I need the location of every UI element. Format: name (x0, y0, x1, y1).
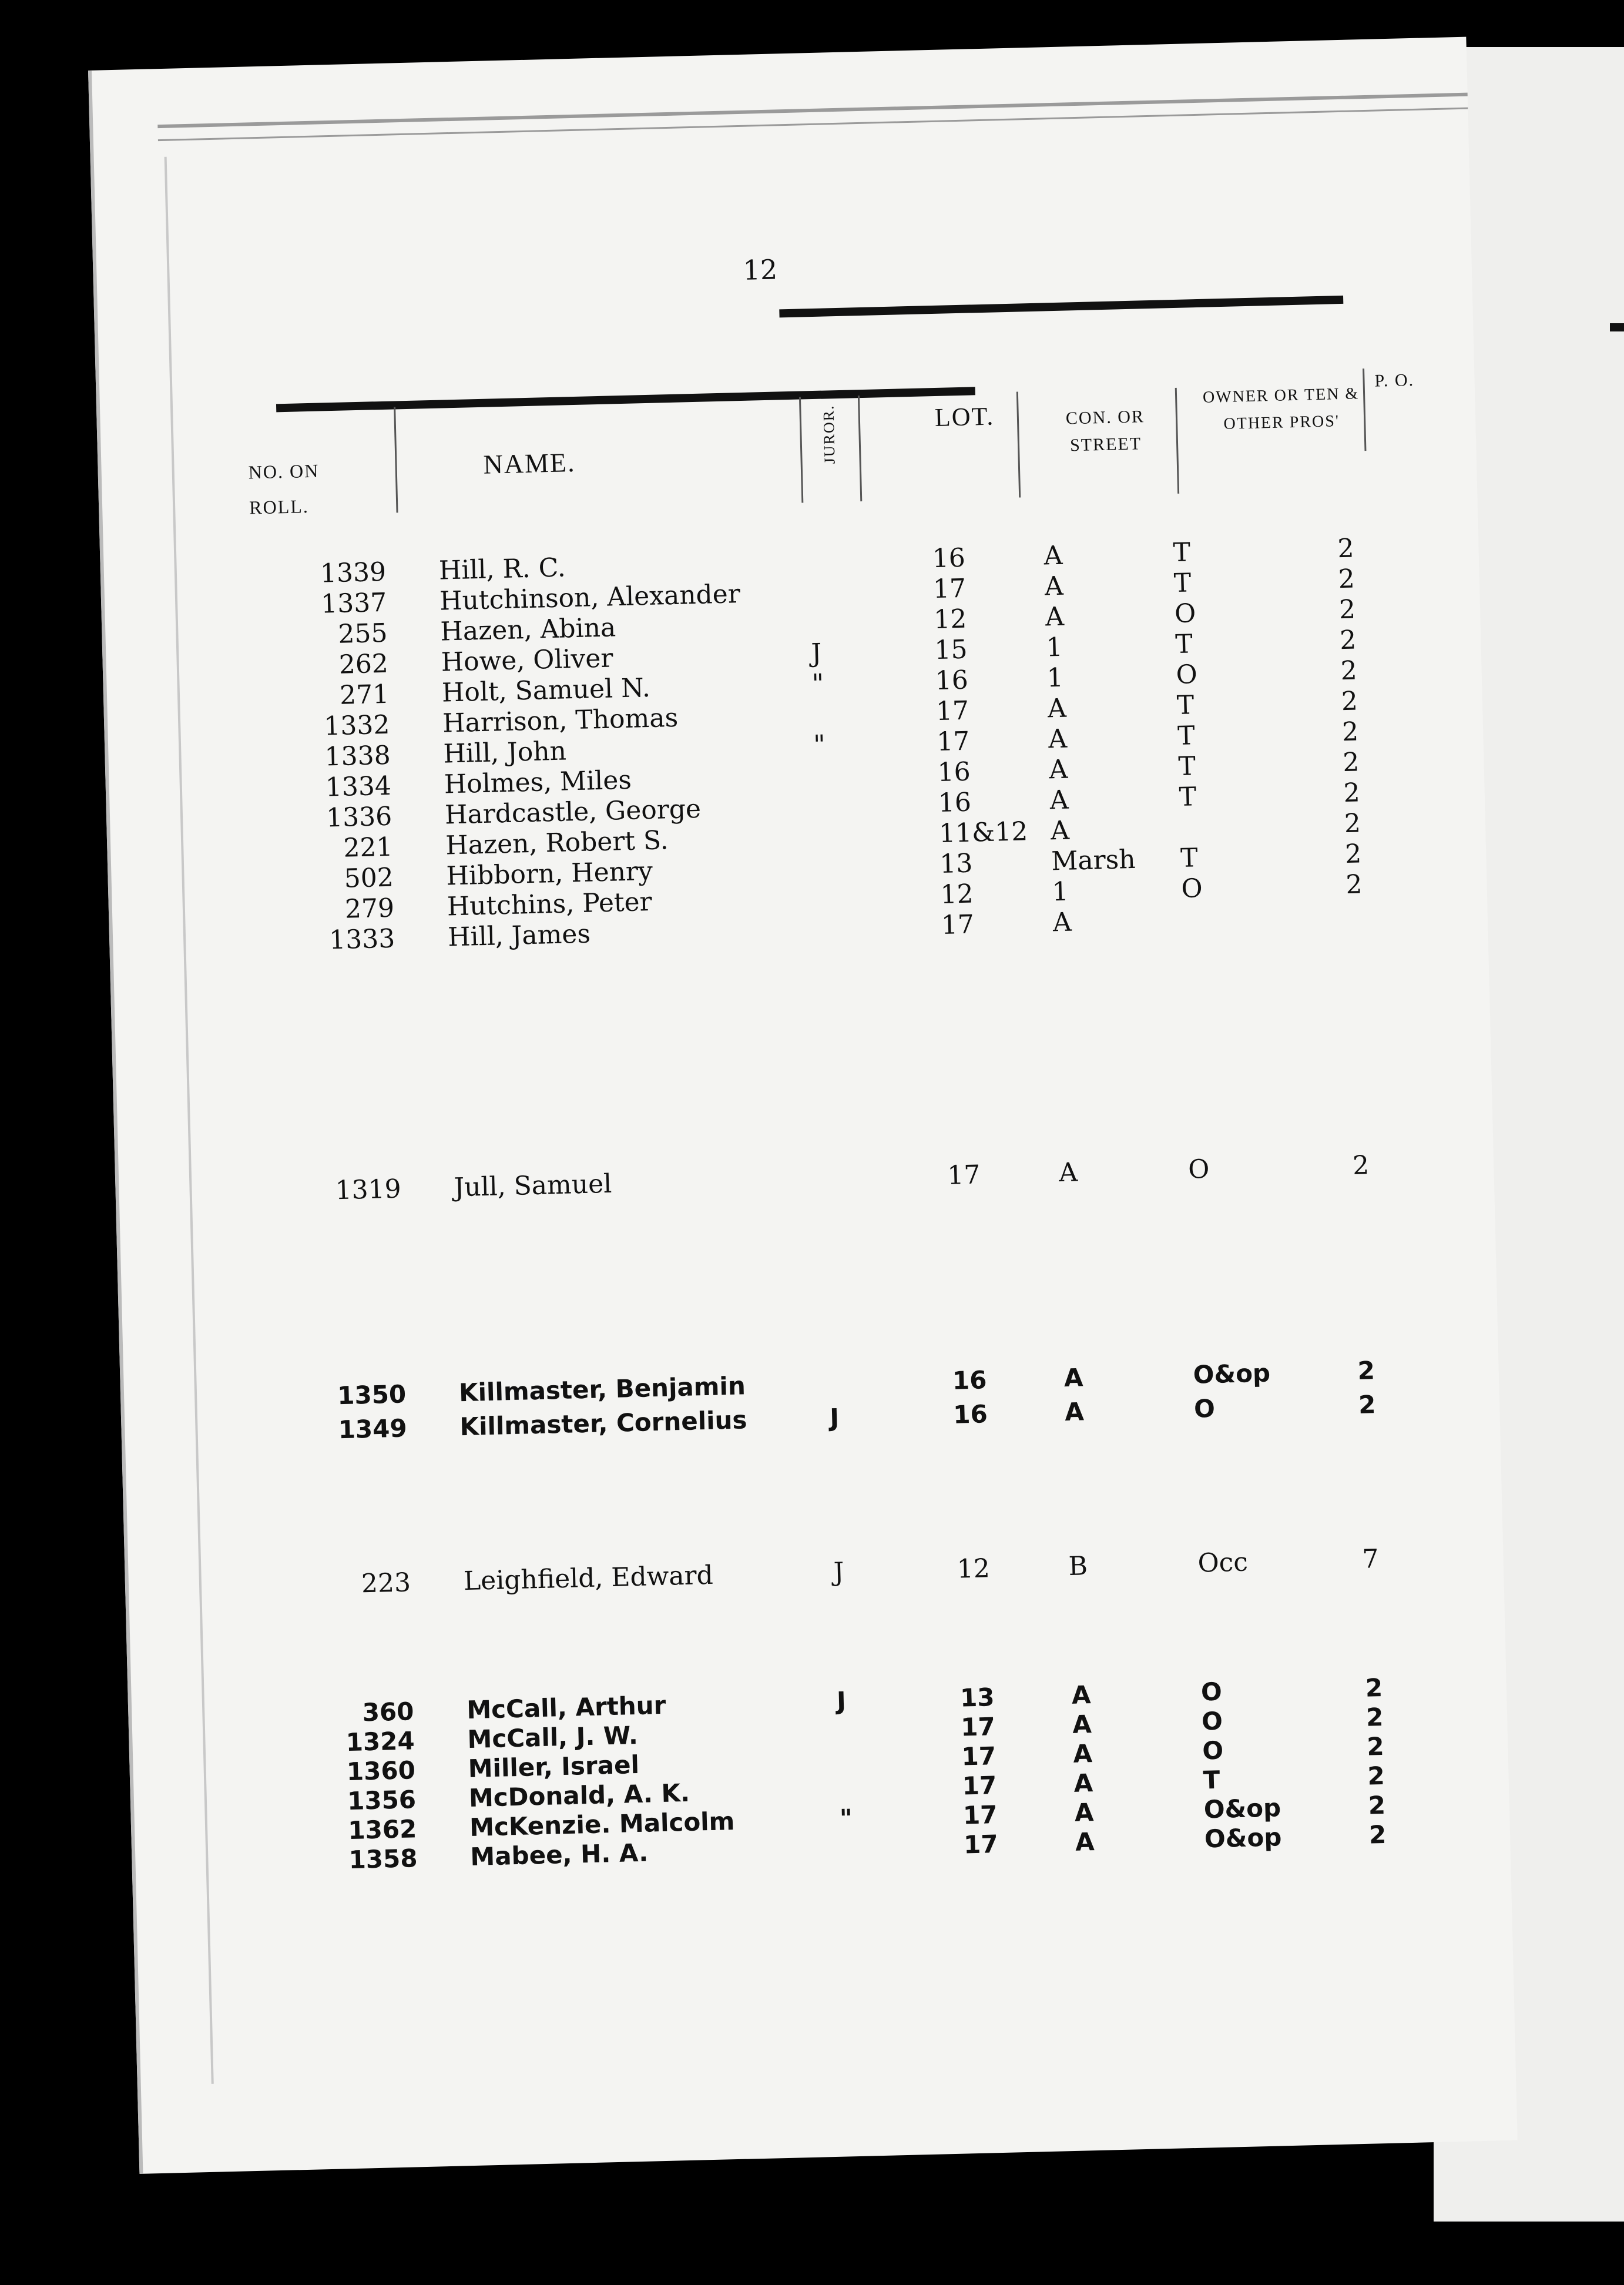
roll-number: 1356 (347, 1785, 417, 1816)
roll-number: 262 (338, 648, 389, 680)
juror-mark: J (836, 1686, 847, 1716)
lot: 13 (939, 848, 974, 879)
column-divider (1175, 388, 1179, 494)
roll-number: 221 (343, 832, 394, 863)
post-office: 2 (1343, 778, 1361, 809)
post-office: 2 (1368, 1820, 1387, 1850)
post-office: 2 (1338, 564, 1355, 595)
adjacent-page-rule (1610, 323, 1624, 331)
post-office: 2 (1368, 1790, 1386, 1820)
con-or-street: A (1072, 1710, 1092, 1739)
post-office: 2 (1342, 747, 1360, 778)
post-office: 2 (1340, 655, 1358, 686)
lot: 17 (963, 1830, 999, 1860)
lot: 16 (932, 542, 966, 574)
header-lot: LOT. (934, 401, 995, 432)
name: Hazen, Abina (439, 612, 616, 647)
lot: 16 (937, 756, 971, 788)
roll-number: 271 (339, 679, 390, 711)
page-number: 12 (742, 253, 778, 286)
owner-or-tenant: T (1173, 568, 1192, 599)
post-office: 2 (1366, 1731, 1385, 1761)
post-office: 2 (1345, 869, 1363, 900)
name: Miller, Israel (468, 1750, 640, 1784)
con-or-street: 1 (1052, 876, 1069, 907)
name: McCall, Arthur (466, 1690, 666, 1725)
con-or-street: A (1073, 1768, 1093, 1798)
page-edge-line (158, 108, 1468, 141)
post-office: 2 (1341, 686, 1358, 717)
post-office: 2 (1338, 594, 1356, 625)
header-con-or-street: CON. OR STREET (1065, 407, 1145, 455)
name: Hill, John (442, 736, 567, 769)
lot: 17 (935, 695, 969, 727)
owner-or-tenant: O (1174, 598, 1196, 629)
name: Hutchinson, Alexander (439, 579, 741, 617)
juror-mark: " (811, 668, 824, 699)
roll-number: 1334 (325, 770, 392, 803)
owner-or-tenant: T (1176, 690, 1194, 721)
ledger-page (88, 37, 1518, 2174)
column-divider (1016, 391, 1021, 497)
con-or-street: A (1043, 540, 1063, 571)
roll-number: 1338 (324, 740, 391, 772)
owner-or-tenant: O (1202, 1735, 1224, 1765)
header-owner-or-tenant: OWNER OR TEN & OTHER PROS' (1202, 384, 1360, 433)
con-or-street: A (1075, 1827, 1095, 1857)
owner-or-tenant: O (1176, 659, 1198, 691)
name: Leighfield, Edward (463, 1560, 714, 1597)
post-office: 2 (1341, 716, 1359, 748)
juror-mark: J (833, 1557, 845, 1587)
header-po: P. O. (1374, 370, 1415, 391)
name: Holt, Samuel N. (441, 672, 651, 708)
owner-or-tenant: O&op (1193, 1358, 1271, 1389)
lot: 16 (952, 1399, 988, 1429)
lot: 17 (961, 1741, 996, 1771)
post-office: 7 (1361, 1544, 1380, 1574)
name: McDonald, A. K. (468, 1778, 690, 1813)
lot: 16 (952, 1365, 987, 1395)
column-divider (394, 407, 398, 512)
owner-or-tenant: T (1180, 843, 1199, 873)
section-j (119, 1147, 1493, 1206)
con-or-street: A (1050, 815, 1070, 846)
lot: 17 (936, 726, 970, 758)
con-or-street: A (1064, 1397, 1085, 1427)
owner-or-tenant: O (1200, 1677, 1223, 1707)
owner-or-tenant: T (1172, 537, 1191, 568)
name: Hibborn, Henry (446, 856, 653, 892)
roll-number: 1333 (328, 923, 395, 956)
post-office: 2 (1367, 1761, 1385, 1791)
roll-number: 1362 (347, 1814, 417, 1845)
roll-number: 255 (337, 618, 388, 649)
lot: 17 (962, 1800, 998, 1830)
lot: 13 (959, 1683, 995, 1713)
post-office: 2 (1352, 1150, 1370, 1181)
juror-mark: " (839, 1804, 853, 1833)
column-divider (858, 396, 862, 501)
con-or-street: A (1071, 1680, 1092, 1710)
con-or-street: A (1044, 571, 1064, 602)
roll-number: 1349 (338, 1413, 408, 1445)
post-office: 2 (1357, 1356, 1375, 1385)
post-office: 2 (1365, 1702, 1384, 1732)
lot: 12 (940, 879, 974, 910)
owner-or-tenant: O (1193, 1393, 1216, 1423)
con-or-street: A (1074, 1798, 1095, 1827)
name: Holmes, Miles (444, 765, 632, 800)
owner-or-tenant: T (1203, 1765, 1220, 1795)
post-office: 2 (1344, 808, 1361, 839)
roll-number: 360 (362, 1697, 414, 1727)
column-divider (799, 397, 803, 503)
lot: 15 (934, 634, 968, 666)
roll-number: 1319 (335, 1174, 402, 1206)
lot: 12 (957, 1553, 991, 1584)
lot: 17 (962, 1771, 997, 1801)
roll-number: 1332 (323, 709, 390, 742)
lot: 17 (947, 1160, 981, 1191)
roll-number: 1336 (326, 801, 392, 833)
roll-number: 1324 (345, 1726, 415, 1757)
owner-or-tenant: O (1201, 1706, 1223, 1736)
owner-or-tenant: O (1187, 1154, 1210, 1185)
owner-or-tenant: T (1177, 751, 1196, 782)
post-office: 2 (1365, 1673, 1383, 1703)
post-office: 2 (1358, 1390, 1376, 1419)
roll-number: 1337 (320, 587, 387, 619)
section-l (129, 1541, 1503, 1599)
section-m (132, 1670, 1506, 1875)
con-or-street: Marsh (1051, 844, 1136, 877)
name: Hutchins, Peter (447, 886, 653, 922)
owner-or-tenant: O (1180, 873, 1203, 904)
owner-or-tenant: T (1179, 782, 1197, 812)
name: Hazen, Robert S. (445, 825, 669, 861)
owner-or-tenant: O&op (1203, 1793, 1281, 1824)
roll-number: 1350 (337, 1379, 407, 1410)
name: Hardcastle, George (444, 793, 702, 830)
lot: 16 (935, 665, 969, 696)
con-or-street: A (1047, 693, 1067, 724)
lot: 11&12 (938, 816, 1028, 849)
con-or-street: A (1058, 1157, 1078, 1188)
header-top-rule (779, 296, 1343, 317)
section-h (104, 530, 1478, 956)
con-or-street: A (1048, 754, 1068, 785)
header-rule (276, 387, 975, 412)
post-office: 2 (1344, 839, 1362, 870)
con-or-street: 1 (1046, 662, 1064, 693)
juror-mark: J (810, 638, 822, 669)
owner-or-tenant: Occ (1197, 1547, 1249, 1579)
roll-entry-row (129, 1541, 1504, 1606)
roll-number: 502 (344, 862, 394, 894)
header-no-on-roll: NO. ON ROLL. (248, 460, 320, 518)
roll-entry-row (119, 1147, 1494, 1212)
name: McCall, J. W. (467, 1720, 639, 1754)
lot: 16 (938, 787, 972, 819)
roll-number: 1358 (348, 1844, 418, 1875)
header-name: NAME. (482, 447, 576, 480)
lot: 17 (941, 909, 975, 940)
name: Hill, R. C. (438, 552, 566, 586)
post-office: 2 (1339, 625, 1357, 656)
con-or-street: A (1048, 723, 1068, 755)
name: McKenzie. Malcolm (469, 1807, 735, 1842)
name: Jull, Samuel (454, 1168, 612, 1203)
lot: 17 (932, 573, 967, 605)
lot: 12 (933, 604, 967, 635)
owner-or-tenant: O&op (1204, 1822, 1282, 1854)
name: Hill, James (447, 919, 591, 953)
owner-or-tenant: T (1177, 721, 1196, 752)
con-or-street: B (1068, 1551, 1088, 1582)
section-k (124, 1353, 1498, 1445)
con-or-street: A (1052, 907, 1072, 938)
con-or-street: A (1063, 1363, 1083, 1393)
post-office: 2 (1337, 533, 1355, 564)
name: Killmaster, Cornelius (459, 1405, 748, 1442)
roll-number: 1339 (320, 557, 387, 589)
con-or-street: A (1049, 785, 1069, 816)
roll-number: 1360 (346, 1755, 416, 1787)
roll-number: 279 (344, 893, 395, 924)
lot: 17 (960, 1712, 996, 1742)
name: Harrison, Thomas (442, 702, 679, 739)
con-or-street: A (1045, 601, 1065, 632)
header-juror: JUROR. (820, 404, 838, 464)
juror-mark: J (829, 1403, 840, 1432)
name: Howe, Oliver (441, 643, 614, 678)
con-or-street: 1 (1045, 632, 1063, 663)
roll-number: 223 (361, 1567, 411, 1599)
owner-or-tenant: T (1175, 629, 1193, 660)
con-or-street: A (1072, 1739, 1093, 1768)
juror-mark: " (813, 729, 826, 760)
name: Killmaster, Benjamin (458, 1371, 746, 1408)
name: Mabee, H. A. (469, 1838, 649, 1872)
